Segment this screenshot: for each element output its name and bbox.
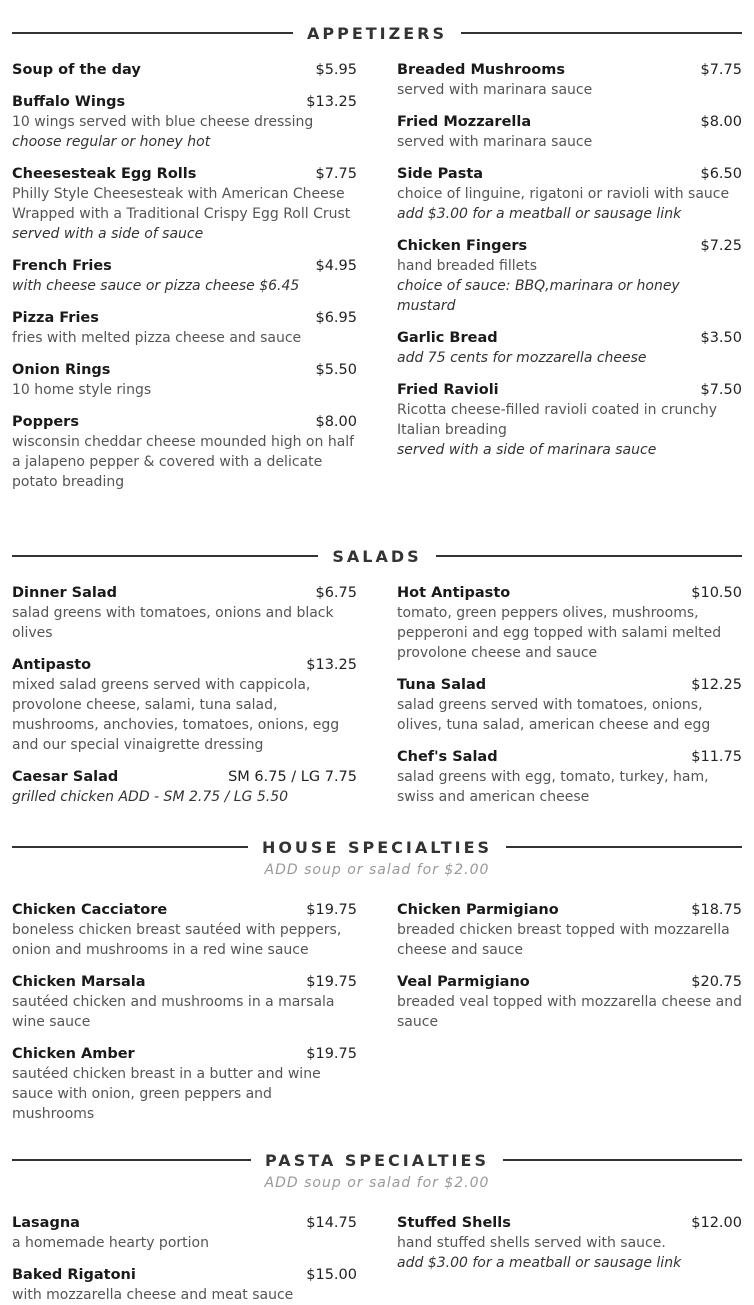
menu-item bbox=[397, 747, 742, 807]
item-name: Dinner Salad bbox=[12, 585, 118, 601]
menu-item bbox=[397, 900, 742, 960]
divider bbox=[12, 555, 318, 557]
menu-item bbox=[12, 972, 357, 1032]
item-name: Pizza Fries bbox=[12, 310, 99, 326]
item-note: with cheese sauce or pizza cheese $6.45 bbox=[12, 278, 300, 294]
item-description: breaded chicken breast topped with mozzarella cheese and sauce bbox=[397, 922, 730, 958]
item-price: $3.50 bbox=[700, 330, 742, 346]
item-price: $19.75 bbox=[306, 902, 357, 918]
section-note: ADD soup or salad for $2.00 bbox=[264, 1175, 490, 1191]
item-description: served with marinara sauce bbox=[397, 82, 593, 98]
divider bbox=[12, 32, 293, 34]
divider bbox=[436, 555, 742, 557]
left-column bbox=[12, 1213, 357, 1305]
item-name: Buffalo Wings bbox=[12, 94, 126, 110]
menu-item bbox=[12, 583, 357, 643]
item-description: salad greens with egg, tomato, turkey, ham, swiss and american cheese bbox=[397, 769, 709, 805]
item-price: $6.95 bbox=[315, 310, 357, 326]
right-column bbox=[397, 60, 742, 504]
menu-item bbox=[397, 112, 742, 152]
item-name: Stuffed Shells bbox=[397, 1215, 511, 1231]
menu-item bbox=[12, 92, 357, 152]
menu-item bbox=[397, 1213, 742, 1273]
section-header bbox=[12, 1149, 742, 1171]
section-header bbox=[12, 545, 742, 567]
item-name: Garlic Bread bbox=[397, 330, 498, 346]
item-name: Tuna Salad bbox=[397, 677, 487, 693]
item-description: salad greens with tomatoes, onions and black olives bbox=[12, 605, 334, 641]
item-price: $4.95 bbox=[315, 258, 357, 274]
section-salads bbox=[12, 545, 742, 567]
item-price: SM 6.75 / LG 7.75 bbox=[228, 769, 357, 785]
section-title: SALADS bbox=[332, 546, 422, 566]
item-price: $13.25 bbox=[306, 657, 357, 673]
section-house-specialties-items bbox=[12, 900, 742, 1136]
item-description: tomato, green peppers olives, mushrooms, pepperoni and egg topped with salami melted provolone cheese and sauce bbox=[397, 605, 722, 661]
menu-item bbox=[12, 655, 357, 755]
item-name: Breaded Mushrooms bbox=[397, 62, 565, 78]
right-column bbox=[397, 1213, 742, 1305]
item-note: choose regular or honey hot bbox=[12, 134, 211, 150]
item-name: Soup of the day bbox=[12, 62, 141, 78]
item-note: add $3.00 for a meatball or sausage link bbox=[397, 1255, 682, 1271]
left-column bbox=[12, 583, 357, 819]
left-column bbox=[12, 900, 357, 1136]
item-name: Hot Antipasto bbox=[397, 585, 511, 601]
menu-item bbox=[12, 360, 357, 400]
item-description: 10 home style rings bbox=[12, 382, 152, 398]
item-price: $18.75 bbox=[691, 902, 742, 918]
item-price: $7.75 bbox=[700, 62, 742, 78]
item-price: $5.95 bbox=[315, 62, 357, 78]
section-title: HOUSE SPECIALTIES bbox=[261, 837, 493, 857]
section-title: APPETIZERS bbox=[307, 23, 448, 43]
section-pasta-specialties-items bbox=[12, 1213, 742, 1305]
item-description: hand stuffed shells served with sauce. bbox=[397, 1235, 666, 1251]
item-description: Philly Style Cheesesteak with American Cheese Wrapped with a Traditional Crispy Egg Roll Crust bbox=[12, 186, 351, 222]
menu-item bbox=[397, 583, 742, 663]
item-name: Baked Rigatoni bbox=[12, 1267, 136, 1283]
item-name: French Fries bbox=[12, 258, 112, 274]
menu-item bbox=[12, 164, 357, 244]
item-name: Lasagna bbox=[12, 1215, 80, 1231]
menu-item bbox=[12, 1044, 357, 1124]
item-description: breaded veal topped with mozzarella cheese and sauce bbox=[397, 994, 742, 1030]
menu-item bbox=[12, 412, 357, 492]
item-name: Caesar Salad bbox=[12, 769, 119, 785]
item-price: $14.75 bbox=[306, 1215, 357, 1231]
item-name: Fried Ravioli bbox=[397, 382, 499, 398]
item-name: Chicken Marsala bbox=[12, 974, 146, 990]
item-description: salad greens served with tomatoes, onions, olives, tuna salad, american cheese and egg bbox=[397, 697, 711, 733]
item-price: $6.50 bbox=[700, 166, 742, 182]
item-price: $19.75 bbox=[306, 1046, 357, 1062]
item-name: Side Pasta bbox=[397, 166, 484, 182]
item-price: $12.00 bbox=[691, 1215, 742, 1231]
item-note: add $3.00 for a meatball or sausage link bbox=[397, 206, 682, 222]
item-price: $7.25 bbox=[700, 238, 742, 254]
item-price: $5.50 bbox=[315, 362, 357, 378]
menu-item bbox=[12, 900, 357, 960]
item-price: $11.75 bbox=[691, 749, 742, 765]
menu-item bbox=[12, 1265, 357, 1305]
divider bbox=[506, 846, 742, 848]
menu-item bbox=[12, 1213, 357, 1253]
item-note: served with a side of marinara sauce bbox=[397, 442, 657, 458]
item-price: $20.75 bbox=[691, 974, 742, 990]
divider bbox=[461, 32, 742, 34]
item-note: served with a side of sauce bbox=[12, 226, 204, 242]
item-price: $7.75 bbox=[315, 166, 357, 182]
menu-item bbox=[397, 675, 742, 735]
menu-item bbox=[397, 236, 742, 316]
item-price: $8.00 bbox=[315, 414, 357, 430]
section-header bbox=[12, 22, 742, 44]
right-column bbox=[397, 583, 742, 819]
section-pasta-specialties bbox=[12, 1149, 742, 1197]
item-description: a homemade hearty portion bbox=[12, 1235, 209, 1251]
section-salads-items bbox=[12, 583, 742, 819]
menu-item bbox=[12, 308, 357, 348]
item-price: $6.75 bbox=[315, 585, 357, 601]
item-name: Onion Rings bbox=[12, 362, 111, 378]
item-note: add 75 cents for mozzarella cheese bbox=[397, 350, 647, 366]
menu-item bbox=[12, 767, 357, 807]
item-description: hand breaded fillets bbox=[397, 258, 538, 274]
left-column bbox=[12, 60, 357, 504]
item-description: served with marinara sauce bbox=[397, 134, 593, 150]
item-name: Chicken Amber bbox=[12, 1046, 135, 1062]
item-name: Chef's Salad bbox=[397, 749, 498, 765]
section-note: ADD soup or salad for $2.00 bbox=[264, 862, 490, 878]
item-price: $12.25 bbox=[691, 677, 742, 693]
item-name: Cheesesteak Egg Rolls bbox=[12, 166, 197, 182]
item-price: $10.50 bbox=[691, 585, 742, 601]
item-note: grilled chicken ADD - SM 2.75 / LG 5.50 bbox=[12, 789, 289, 805]
item-note: choice of sauce: BBQ,marinara or honey mustard bbox=[397, 278, 680, 314]
section-header bbox=[12, 836, 742, 858]
divider bbox=[12, 846, 248, 848]
item-description: sautéed chicken breast in a butter and wine sauce with onion, green peppers and mushrooms bbox=[12, 1066, 321, 1122]
item-name: Antipasto bbox=[12, 657, 92, 673]
right-column bbox=[397, 900, 742, 1136]
item-description: 10 wings served with blue cheese dressing bbox=[12, 114, 314, 130]
item-description: boneless chicken breast sautéed with peppers, onion and mushrooms in a red wine sauce bbox=[12, 922, 342, 958]
item-price: $7.50 bbox=[700, 382, 742, 398]
item-name: Chicken Cacciatore bbox=[12, 902, 168, 918]
item-name: Poppers bbox=[12, 414, 79, 430]
item-price: $19.75 bbox=[306, 974, 357, 990]
menu-item bbox=[397, 60, 742, 100]
item-name: Chicken Fingers bbox=[397, 238, 528, 254]
section-appetizers-items bbox=[12, 60, 742, 504]
menu-item bbox=[397, 380, 742, 460]
item-description: fries with melted pizza cheese and sauce bbox=[12, 330, 302, 346]
item-price: $13.25 bbox=[306, 94, 357, 110]
item-description: Ricotta cheese-filled ravioli coated in crunchy Italian breading bbox=[397, 402, 718, 438]
menu-item bbox=[12, 60, 357, 80]
menu-item bbox=[397, 328, 742, 368]
menu-item bbox=[397, 164, 742, 224]
item-description: choice of linguine, rigatoni or ravioli with sauce bbox=[397, 186, 730, 202]
menu-item bbox=[12, 256, 357, 296]
item-description: with mozzarella cheese and meat sauce bbox=[12, 1287, 294, 1303]
item-description: mixed salad greens served with cappicola, provolone cheese, salami, tuna salad, mushrooms, anchovies, tomatoes, onions, egg and our special vinaigrette dressing bbox=[12, 677, 340, 753]
divider bbox=[503, 1159, 742, 1161]
item-name: Chicken Parmigiano bbox=[397, 902, 559, 918]
section-appetizers bbox=[12, 22, 742, 44]
section-house-specialties bbox=[12, 836, 742, 884]
item-description: wisconsin cheddar cheese mounded high on half a jalapeno pepper & covered with a delicate potato breading bbox=[12, 434, 355, 490]
item-price: $15.00 bbox=[306, 1267, 357, 1283]
item-description: sautéed chicken and mushrooms in a marsala wine sauce bbox=[12, 994, 335, 1030]
section-title: PASTA SPECIALTIES bbox=[265, 1150, 489, 1170]
menu-item bbox=[397, 972, 742, 1032]
divider bbox=[12, 1159, 251, 1161]
item-price: $8.00 bbox=[700, 114, 742, 130]
item-name: Veal Parmigiano bbox=[397, 974, 530, 990]
item-name: Fried Mozzarella bbox=[397, 114, 532, 130]
